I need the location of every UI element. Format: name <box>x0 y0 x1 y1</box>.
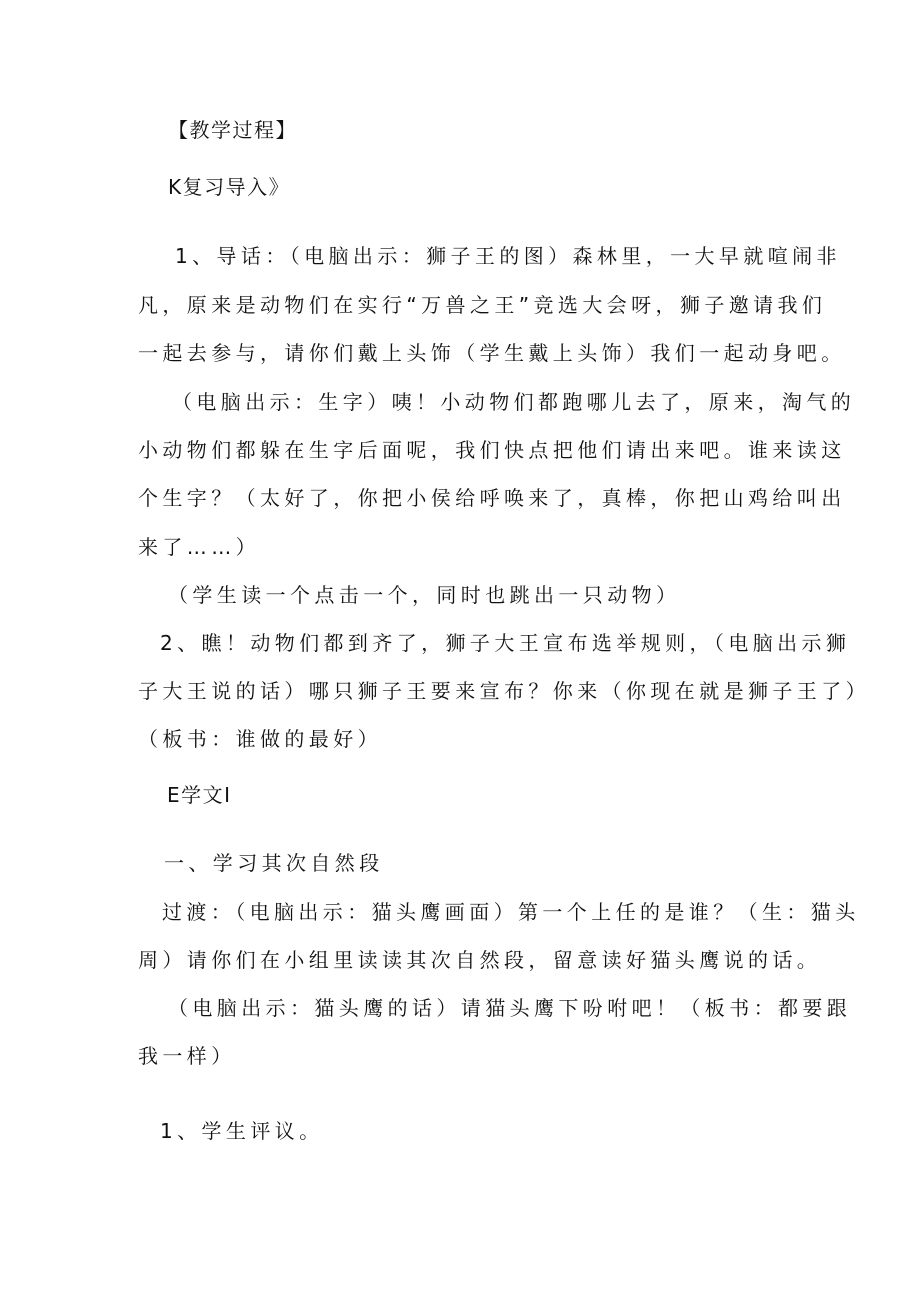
paragraph-1-line-1: 1、导话：（电脑出示：狮子王的图）森林里，一大早就喧闹非 <box>175 244 841 268</box>
paragraph-2-line-3: 个生字？（太好了，你把小侯给呼唤来了，真棒，你把山鸡给叫出 <box>138 486 846 510</box>
paragraph-6-line-2: 我一样） <box>138 1044 236 1068</box>
section-learn-text: E学文I <box>167 783 232 807</box>
paragraph-2-line-4: 来了……） <box>138 535 260 559</box>
paragraph-5-line-2: 周）请你们在小组里读读其次自然段，留意读好猫头鹰说的话。 <box>138 948 822 972</box>
paragraph-3: （学生读一个点击一个，同时也跳出一只动物） <box>168 583 681 607</box>
paragraph-5-line-1: 过渡：（电脑出示：猫头鹰画面）第一个上任的是谁？（生：猫头 <box>162 900 860 924</box>
paragraph-4-line-3: （板书：谁做的最好） <box>138 727 382 751</box>
paragraph-4-line-2: 子大王说的话）哪只狮子王要来宣布？你来（你现在就是狮子王了） <box>138 679 870 703</box>
paragraph-2-line-1: （电脑出示：生字）咦！小动物们都跑哪儿去了，原来，淘气的 <box>172 390 856 414</box>
list-item-student-review: 1、学生评议。 <box>160 1119 324 1143</box>
paragraph-2-line-2: 小动物们都躲在生字后面呢，我们快点把他们请出来吧。谁来读这 <box>138 438 846 462</box>
paragraph-6-line-1: （电脑出示：猫头鹰的话）请猫头鹰下吩咐吧！（板书：都要跟 <box>168 996 852 1020</box>
section-review-intro: K复习导入》 <box>168 175 291 199</box>
paragraph-4-line-1: 2、瞧！动物们都到齐了，狮子大王宣布选举规则，（电脑出示狮 <box>160 631 851 655</box>
paragraph-1-line-3: 一起去参与，请你们戴上头饰（学生戴上头饰）我们一起动身吧。 <box>138 341 846 365</box>
subheading-paragraph-two: 一、学习其次自然段 <box>164 851 384 875</box>
heading-teaching-process: 【教学过程】 <box>168 118 297 142</box>
paragraph-1-line-2: 凡，原来是动物们在实行“万兽之王”竞选大会呀，狮子邀请我们 <box>138 293 827 317</box>
